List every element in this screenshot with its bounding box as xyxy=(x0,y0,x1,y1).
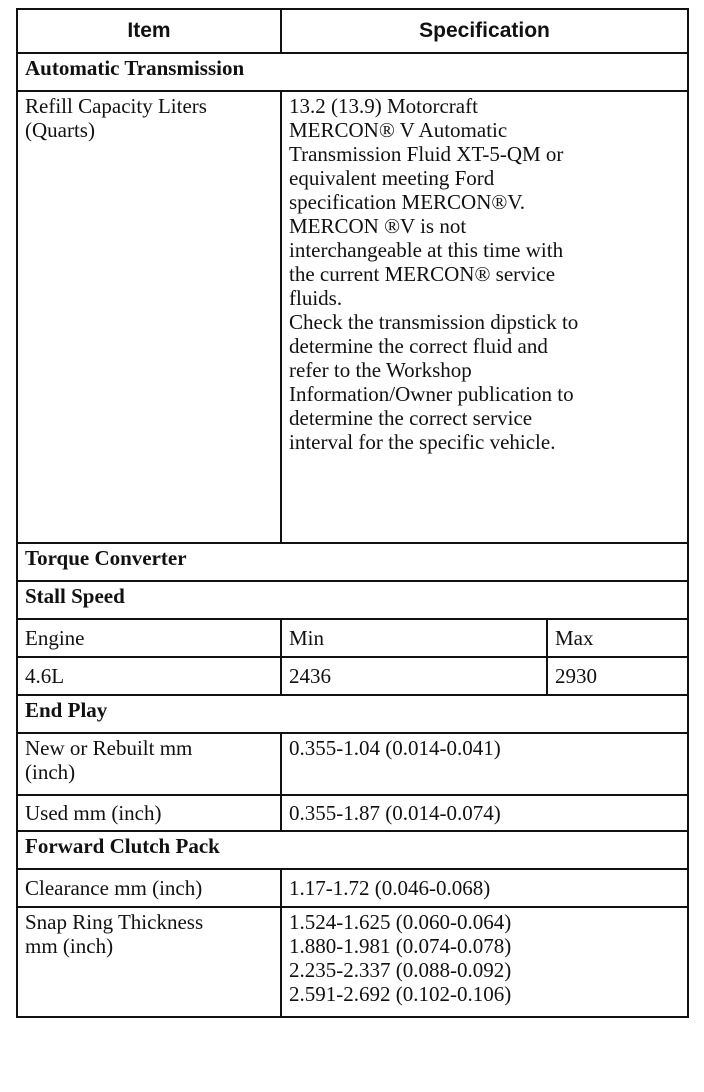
stall-engine-value: 4.6L xyxy=(17,657,281,695)
table-row xyxy=(17,733,688,795)
table-row xyxy=(17,657,688,695)
stall-max-value: 2930 xyxy=(547,657,688,695)
end-play-new-spec: 0.355-1.04 (0.014-0.041) xyxy=(281,733,688,795)
stall-min-header: Min xyxy=(281,619,547,657)
section-row xyxy=(17,543,688,581)
table-row xyxy=(17,619,688,657)
table-row xyxy=(17,795,688,831)
end-play-used-spec: 0.355-1.87 (0.014-0.074) xyxy=(281,795,688,831)
refill-capacity-spec: 13.2 (13.9) Motorcraft MERCON® V Automatic Transmission Fluid XT-5-QM or equivalent meeting Ford specification MERCON®V. MERCON ®V is not interchangeable at this time with the current MERCON® service fluids. Check the transmission dipstick to determine the correct fluid and refer to the Workshop Information/Owner publication to determine the correct service interval for the specific vehicle. xyxy=(281,91,688,543)
stall-max-header: Max xyxy=(547,619,688,657)
table-row xyxy=(17,91,688,543)
stall-min-value: 2436 xyxy=(281,657,547,695)
section-row xyxy=(17,581,688,619)
header-row xyxy=(17,9,688,53)
section-end-play: End Play xyxy=(17,695,688,733)
end-play-used-label: Used mm (inch) xyxy=(17,795,281,831)
section-stall-speed: Stall Speed xyxy=(17,581,688,619)
header-item: Item xyxy=(17,9,281,53)
specification-table xyxy=(16,8,689,1018)
stall-engine-header: Engine xyxy=(17,619,281,657)
table-row xyxy=(17,869,688,907)
snap-ring-label: Snap Ring Thickness mm (inch) xyxy=(17,907,281,1017)
section-row xyxy=(17,695,688,733)
snap-ring-spec: 1.524-1.625 (0.060-0.064) 1.880-1.981 (0.074-0.078) 2.235-2.337 (0.088-0.092) 2.591-2.692 (0.102-0.106) xyxy=(281,907,688,1017)
refill-capacity-label: Refill Capacity Liters (Quarts) xyxy=(17,91,281,543)
section-torque-converter: Torque Converter xyxy=(17,543,688,581)
section-automatic-transmission: Automatic Transmission xyxy=(17,53,688,91)
end-play-new-label: New or Rebuilt mm (inch) xyxy=(17,733,281,795)
header-specification: Specification xyxy=(281,9,688,53)
section-row xyxy=(17,831,688,869)
table-row xyxy=(17,907,688,1017)
section-forward-clutch-pack: Forward Clutch Pack xyxy=(17,831,688,869)
section-row xyxy=(17,53,688,91)
clearance-label: Clearance mm (inch) xyxy=(17,869,281,907)
clearance-spec: 1.17-1.72 (0.046-0.068) xyxy=(281,869,688,907)
